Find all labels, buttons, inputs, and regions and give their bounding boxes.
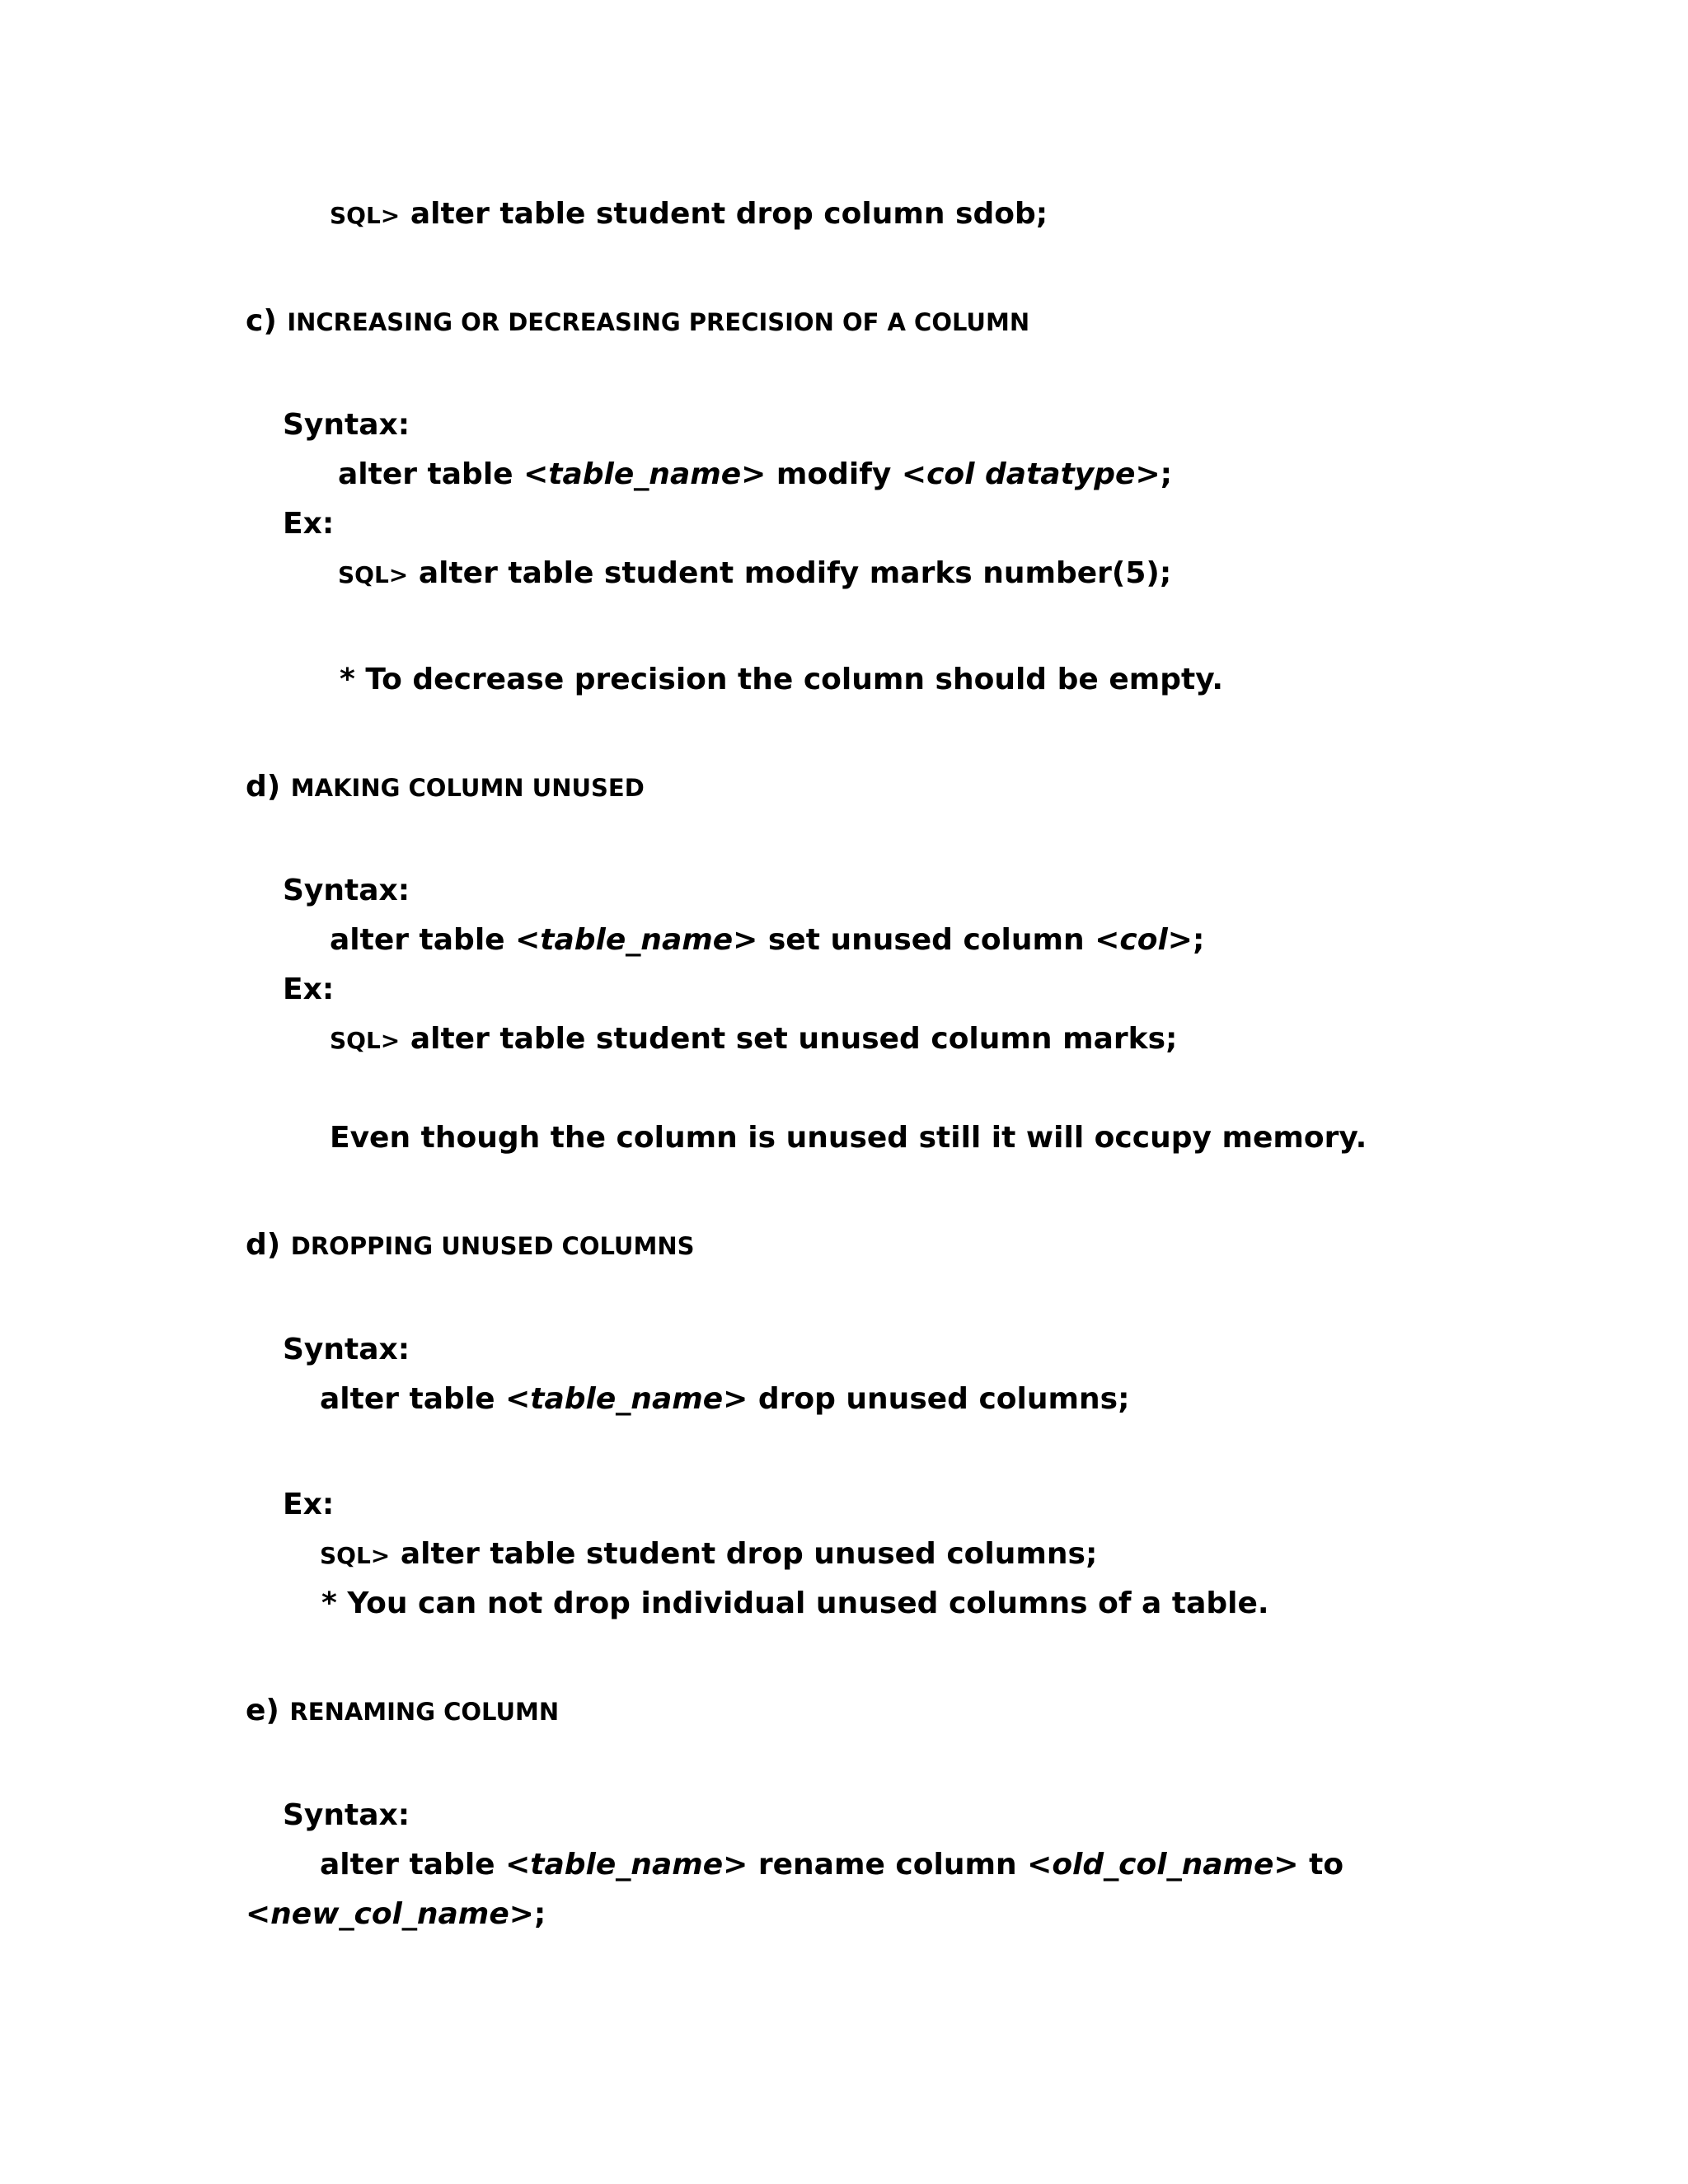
- section-title: INCREASING OR DECREASING PRECISION OF A COLUMN: [287, 308, 1030, 336]
- sql-prompt: SQL>: [330, 202, 401, 229]
- drop-column-example: [330, 199, 1048, 229]
- syntax-placeholder: col: [1119, 923, 1168, 957]
- sql-command: alter table student drop column sdob;: [400, 197, 1048, 231]
- note-text: * You can not drop individual unused columns of a table.: [321, 1586, 1269, 1620]
- section-letter: d): [246, 1228, 281, 1262]
- example-label: Ex:: [283, 972, 335, 1006]
- syntax-line: [330, 923, 1205, 957]
- syntax-text: alter table <: [330, 923, 541, 957]
- syntax-label: Syntax:: [283, 1798, 410, 1832]
- syntax-placeholder: table_name: [548, 457, 742, 491]
- section-heading-e: [246, 1696, 559, 1726]
- syntax-placeholder: table_name: [530, 1382, 724, 1416]
- sql-command: alter table student drop unused columns;: [390, 1537, 1098, 1571]
- syntax-text: >;: [509, 1897, 546, 1931]
- syntax-label: Syntax:: [283, 874, 410, 907]
- sql-prompt: SQL>: [330, 1027, 401, 1054]
- syntax-placeholder: table_name: [540, 923, 734, 957]
- syntax-text: >;: [1135, 457, 1172, 491]
- syntax-text: alter table <: [320, 1848, 531, 1882]
- section-letter: c): [246, 304, 277, 338]
- note-text: Even though the column is unused still it will occupy memory.: [330, 1121, 1367, 1155]
- syntax-line: [320, 1850, 1343, 1880]
- syntax-text: alter table <: [320, 1382, 531, 1416]
- section-title: DROPPING UNUSED COLUMNS: [290, 1232, 695, 1260]
- syntax-placeholder: col datatype: [926, 457, 1136, 491]
- syntax-placeholder: old_col_name: [1052, 1848, 1274, 1882]
- example-label: Ex:: [283, 1488, 335, 1521]
- example-label: Ex:: [283, 507, 335, 541]
- section-letter: d): [246, 770, 281, 804]
- syntax-text: > to: [1273, 1848, 1344, 1882]
- section-heading-d-unused: [246, 772, 645, 802]
- section-title: MAKING COLUMN UNUSED: [290, 774, 645, 802]
- example-line: [330, 1024, 1177, 1054]
- syntax-text: > modify <: [741, 457, 927, 491]
- example-line: [320, 1537, 1098, 1571]
- syntax-text: alter table <: [338, 457, 549, 491]
- section-heading-c: [246, 304, 1030, 338]
- example-line: [338, 556, 1172, 590]
- syntax-text: > drop unused columns;: [723, 1382, 1130, 1416]
- syntax-label: Syntax:: [283, 1333, 410, 1366]
- sql-command: alter table student modify marks number(5);: [408, 556, 1172, 590]
- sql-prompt: SQL>: [338, 561, 409, 588]
- syntax-label: Syntax:: [283, 408, 410, 442]
- syntax-text: >;: [1167, 923, 1205, 957]
- syntax-placeholder: table_name: [530, 1848, 724, 1882]
- syntax-line-continued: [246, 1897, 546, 1931]
- section-heading-d-dropping: [246, 1230, 694, 1260]
- syntax-text: > set unused column <: [733, 923, 1120, 957]
- syntax-text: > rename column <: [723, 1848, 1053, 1882]
- sql-command: alter table student set unused column marks;: [400, 1022, 1178, 1056]
- note-text: * To decrease precision the column should be empty.: [340, 663, 1224, 696]
- syntax-placeholder: new_col_name: [270, 1897, 509, 1931]
- section-letter: e): [246, 1694, 279, 1727]
- syntax-line: [338, 457, 1172, 491]
- sql-prompt: SQL>: [320, 1542, 391, 1569]
- syntax-line: [320, 1382, 1130, 1416]
- syntax-text: <: [246, 1897, 271, 1931]
- section-title: RENAMING COLUMN: [289, 1698, 560, 1726]
